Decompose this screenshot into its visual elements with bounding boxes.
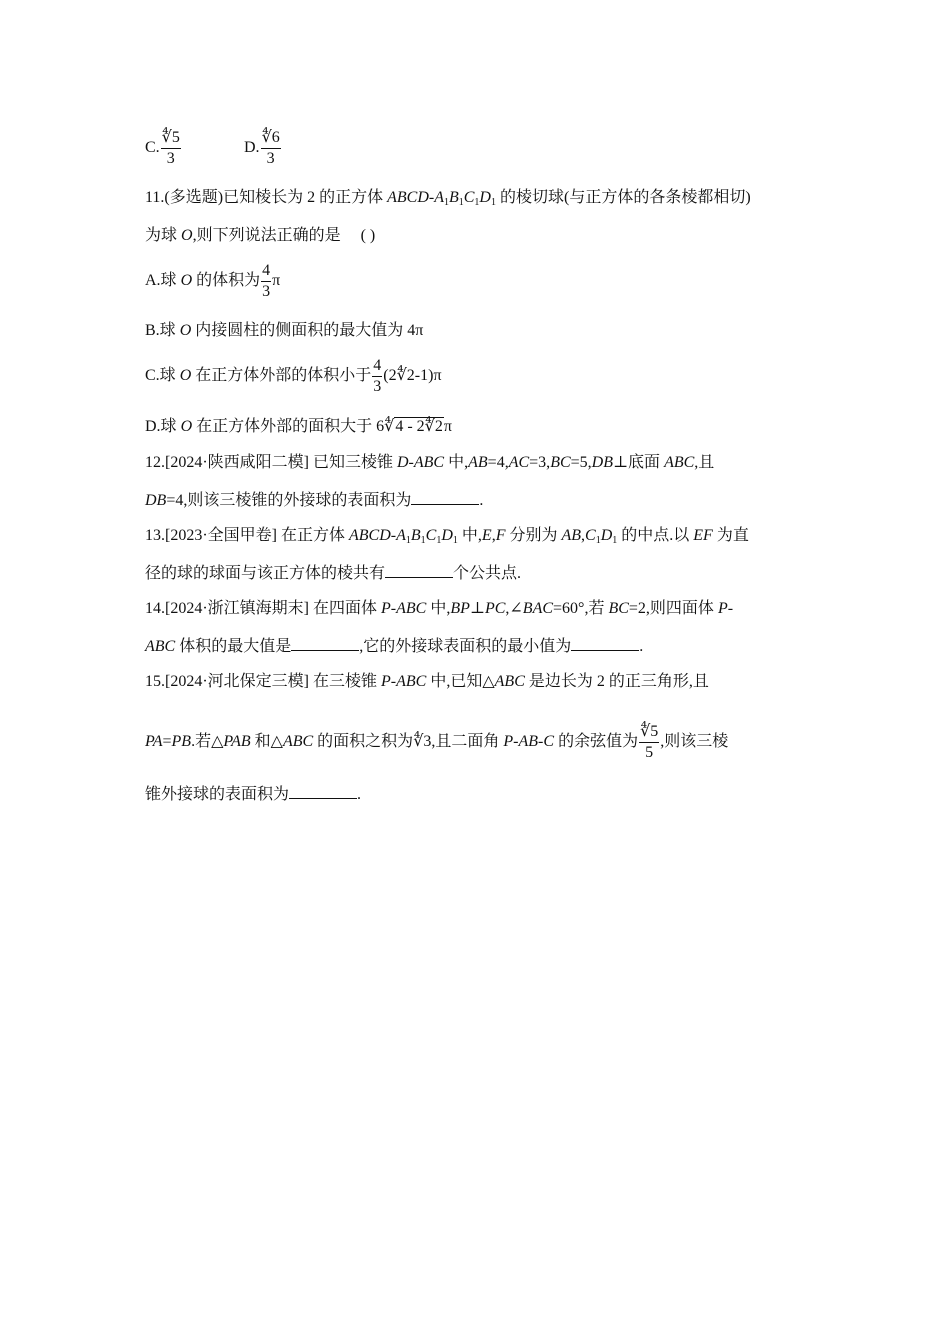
radical xyxy=(394,417,444,437)
math: D xyxy=(441,527,453,544)
text: π xyxy=(443,418,452,435)
text: 为球 xyxy=(145,227,182,244)
text: =3, xyxy=(529,454,551,471)
option-d-top xyxy=(244,128,282,169)
text: ,且 xyxy=(694,454,715,471)
q11-option-b xyxy=(145,321,423,341)
text: ,它的外接球表面积的最小值为 xyxy=(359,638,572,655)
q11-line-2 xyxy=(145,226,375,246)
text: ⊥ xyxy=(469,600,485,617)
text: =4,则该三棱锥的外接球的表面积为 xyxy=(166,492,412,509)
text: 分别为 xyxy=(505,527,562,544)
answer-blank[interactable] xyxy=(571,636,639,651)
numerator: 4 xyxy=(372,356,382,377)
math: O xyxy=(180,272,193,290)
math: P-AB-C xyxy=(503,733,555,751)
q14-line-1 xyxy=(145,599,733,619)
math: B xyxy=(448,189,459,206)
text: .若△ xyxy=(191,733,224,751)
math: PC xyxy=(484,600,506,617)
q11-option-a xyxy=(145,261,280,302)
text: =4, xyxy=(487,454,509,471)
radical-sign: ∜ xyxy=(384,418,395,435)
q12-line-2 xyxy=(145,490,483,511)
text: 在正方体外部的面积大于 6 xyxy=(192,418,385,435)
text: ,则该三棱 xyxy=(660,733,729,751)
answer-blank[interactable] xyxy=(385,563,453,578)
denominator: 3 xyxy=(266,150,275,167)
math: EF xyxy=(693,527,713,544)
math: F xyxy=(495,527,506,544)
subscript: 1 xyxy=(443,197,449,208)
math: ABC xyxy=(145,638,176,655)
radicand: 4 - 2∜2 xyxy=(395,418,443,435)
q12-line-1 xyxy=(145,453,714,473)
numerator: ∜6 xyxy=(261,128,281,149)
subscript: 1 xyxy=(595,535,601,546)
question-tag: (多选题) xyxy=(164,189,224,206)
q15-line-2 xyxy=(145,722,728,763)
math: PB xyxy=(171,733,192,751)
math: E xyxy=(481,527,492,544)
text: 的余弦值为 xyxy=(554,733,639,751)
math: D xyxy=(479,189,491,206)
subscript: 1 xyxy=(452,535,458,546)
text: D.球 xyxy=(145,418,181,435)
text: 的中点.以 xyxy=(617,527,694,544)
text: (2 xyxy=(383,367,397,385)
subscript: 1 xyxy=(420,535,426,546)
denominator: 3 xyxy=(166,150,175,167)
text: . xyxy=(357,786,362,803)
text: 是边长为 2 的正三角形,且 xyxy=(524,673,709,690)
text: 13.[2023·全国甲卷] 在正方体 xyxy=(145,527,349,544)
text: 15.[2024·河北保定三模] 在三棱锥 xyxy=(145,673,381,690)
text: =5, xyxy=(570,454,592,471)
fraction xyxy=(261,261,271,302)
text: 在正方体外部的体积小于 xyxy=(191,367,372,385)
text: B.球 xyxy=(145,322,180,339)
numerator: 4 xyxy=(261,261,271,282)
denominator: 5 xyxy=(645,744,654,761)
text: 中, xyxy=(444,454,469,471)
subscript: 1 xyxy=(474,197,480,208)
math: AB xyxy=(468,454,488,471)
math: ABC xyxy=(494,673,525,690)
math: C xyxy=(425,527,437,544)
subscript: 1 xyxy=(436,535,442,546)
text: =2,则四面体 xyxy=(628,600,718,617)
text: A.球 xyxy=(145,272,181,290)
option-label: C. xyxy=(145,139,160,157)
math: ABC xyxy=(664,454,695,471)
text: -1)π xyxy=(414,367,442,385)
text: π xyxy=(272,272,281,290)
answer-blank[interactable] xyxy=(411,490,479,505)
option-c-top xyxy=(145,128,182,169)
q15-line-1 xyxy=(145,672,709,692)
denominator: 3 xyxy=(373,378,382,395)
math: DB xyxy=(145,492,167,509)
question-number: 11. xyxy=(145,189,165,206)
math: O xyxy=(180,418,193,435)
math: ABCD-A xyxy=(349,527,406,544)
math: C xyxy=(463,189,475,206)
answer-blank[interactable] xyxy=(289,784,357,799)
math: D xyxy=(600,527,613,544)
text: ,且二面角 xyxy=(431,733,504,751)
text: =60°,若 xyxy=(553,600,609,617)
subscript: 1 xyxy=(612,535,618,546)
text: 径的球的球面与该正方体的棱共有 xyxy=(145,565,386,582)
math: BAC xyxy=(522,600,554,617)
text: ,则下列说法正确的是 xyxy=(192,227,341,244)
subscript: 1 xyxy=(458,197,464,208)
text: 12.[2024·陕西咸阳二模] 已知三棱锥 xyxy=(145,454,397,471)
q14-line-2 xyxy=(145,636,643,657)
answer-blank[interactable] xyxy=(291,636,359,651)
text: 中,已知△ xyxy=(426,673,495,690)
math: P- xyxy=(717,600,734,617)
subscript: 1 xyxy=(490,197,496,208)
fraction xyxy=(261,128,281,169)
text: , xyxy=(581,527,586,544)
radical: ∜2 xyxy=(396,367,415,385)
math: D-ABC xyxy=(397,454,445,471)
math: O xyxy=(179,322,192,339)
math: AB xyxy=(561,527,582,544)
text: 中, xyxy=(426,600,451,617)
text: . xyxy=(479,492,484,509)
text: C.球 xyxy=(145,367,180,385)
radical: ∜3 xyxy=(413,733,432,751)
numerator: ∜5 xyxy=(161,128,181,149)
text: = xyxy=(162,733,172,751)
text: 内接圆柱的侧面积的最大值为 4π xyxy=(191,322,424,339)
text: 和△ xyxy=(250,733,283,751)
fraction xyxy=(372,356,382,397)
denominator: 3 xyxy=(262,283,271,300)
math: DB xyxy=(591,454,613,471)
text: 中, xyxy=(457,527,482,544)
text: 已知棱长为 2 的正方体 xyxy=(223,189,388,206)
fraction xyxy=(161,128,181,169)
text: 体积的最大值是 xyxy=(175,638,292,655)
fraction xyxy=(639,722,659,763)
q13-line-2 xyxy=(145,563,521,584)
math: P-ABC xyxy=(381,600,427,617)
numerator: ∜5 xyxy=(639,722,659,743)
answer-parentheses: ( ) xyxy=(360,227,376,244)
math: ABCD-A xyxy=(387,189,444,206)
math: BC xyxy=(550,454,571,471)
text: ⊥底面 xyxy=(613,454,665,471)
q11-line-1 xyxy=(145,188,751,208)
math: PAB xyxy=(223,733,251,751)
math: PA xyxy=(145,733,163,751)
text: 为直 xyxy=(712,527,749,544)
math: BP xyxy=(450,600,470,617)
math: O xyxy=(179,367,192,385)
q11-option-d xyxy=(145,417,452,437)
text: ,∠ xyxy=(505,600,523,617)
text: 个公共点. xyxy=(453,565,522,582)
math: ABC xyxy=(282,733,314,751)
text: 的面积之积为 xyxy=(313,733,414,751)
math: P-ABC xyxy=(381,673,427,690)
q15-line-3 xyxy=(145,784,361,805)
math: C xyxy=(585,527,596,544)
subscript: 1 xyxy=(405,535,411,546)
text: 的体积为 xyxy=(192,272,261,290)
math: BC xyxy=(608,600,629,617)
q13-line-1 xyxy=(145,526,749,546)
text: 的棱切球(与正方体的各条棱都相切) xyxy=(495,189,751,206)
q11-option-c xyxy=(145,356,442,397)
text: , xyxy=(491,527,496,544)
math: B xyxy=(410,527,421,544)
option-label: D. xyxy=(244,139,260,157)
text: 锥外接球的表面积为 xyxy=(145,786,290,803)
text: 14.[2024·浙江镇海期末] 在四面体 xyxy=(145,600,381,617)
math: O xyxy=(181,227,193,244)
math: AC xyxy=(508,454,530,471)
text: . xyxy=(639,638,644,655)
